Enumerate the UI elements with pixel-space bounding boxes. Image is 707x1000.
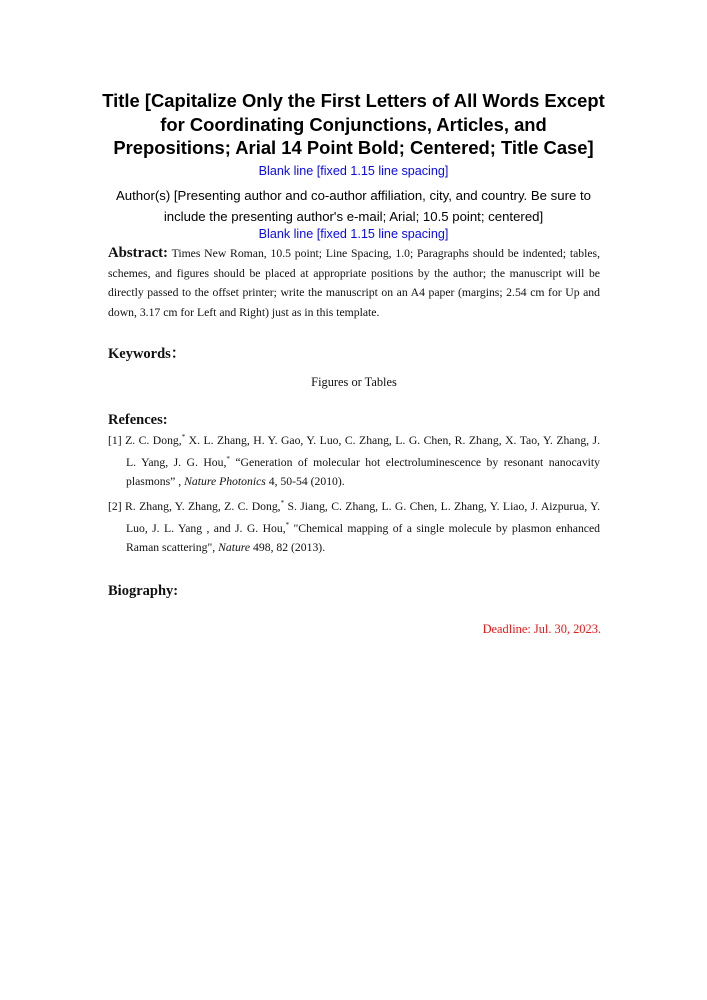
reference-number: [1] [108, 433, 122, 447]
page-title: Title [Capitalize Only the First Letters of All Words Except for Coordinating Conjunctions, Articles, and Prepositions; Arial 14 Point Bold; Centered; Title Case] [102, 90, 605, 158]
reference-journal: Nature Photonics [184, 475, 266, 489]
reference-item [108, 494, 600, 558]
reference-details: 4, 50-54 (2010). [268, 475, 345, 489]
author-affiliation: Author(s) [Presenting author and co-author affiliation, city, and country. Be sure to include the presenting author's e-mail; Arial; 10.5 point; centered] [115, 188, 591, 224]
reference-authors: Z. C. Dong, [125, 433, 182, 447]
abstract-label: Abstract: [108, 245, 168, 261]
abstract-paragraph [108, 244, 600, 322]
references-heading: Refences: [108, 412, 168, 428]
blank-line-note: Blank line [fixed 1.15 line spacing] [258, 227, 449, 241]
deadline-note: Deadline: Jul. 30, 2023. [482, 622, 601, 636]
keywords-heading: Keywords： [108, 346, 186, 362]
biography-heading: Biography: [108, 583, 179, 599]
reference-journal: Nature [218, 541, 251, 555]
reference-number: [2] [108, 499, 122, 513]
reference-title: "Chemical mapping of a single molecule by plasmon enhanced Raman scattering", [126, 522, 601, 555]
reference-authors: S. Jiang, C. Zhang, L. G. Chen, L. Zhang, Y. Liao, J. Aizpurua, Y. Luo, J. L. Yang , and J. G. Hou, [126, 499, 601, 536]
figures-placeholder: Figures or Tables [311, 375, 397, 389]
corresponding-mark: * [285, 521, 290, 530]
reference-authors: R. Zhang, Y. Zhang, Z. C. Dong, [125, 499, 281, 513]
blank-line-note: Blank line [fixed 1.15 line spacing] [258, 164, 449, 178]
reference-details: 498, 82 (2013). [253, 541, 326, 555]
corresponding-mark: * [226, 455, 230, 464]
reference-title: “Generation of molecular hot electroluminescence by resonant nanocavity plasmons” , [126, 456, 601, 489]
corresponding-mark: * [280, 499, 285, 507]
reference-item [108, 428, 600, 492]
reference-authors: X. L. Zhang, H. Y. Gao, Y. Luo, C. Zhang, L. G. Chen, R. Zhang, X. Tao, Y. Zhang, J. L. Yang, J. G. Hou, [126, 433, 601, 470]
abstract-text: Times New Roman, 10.5 point; Line Spacing, 1.0; Paragraphs should be indented; tables, schemes, and figures should be placed at appropriate positions by the author; the manuscript will be directly passed to the offset printer; write the manuscript on an A4 paper (margins; 2.54 cm for Up and down, 3.17 cm for Left and Right) just as in this template. [108, 247, 601, 319]
corresponding-mark: * [181, 433, 186, 441]
